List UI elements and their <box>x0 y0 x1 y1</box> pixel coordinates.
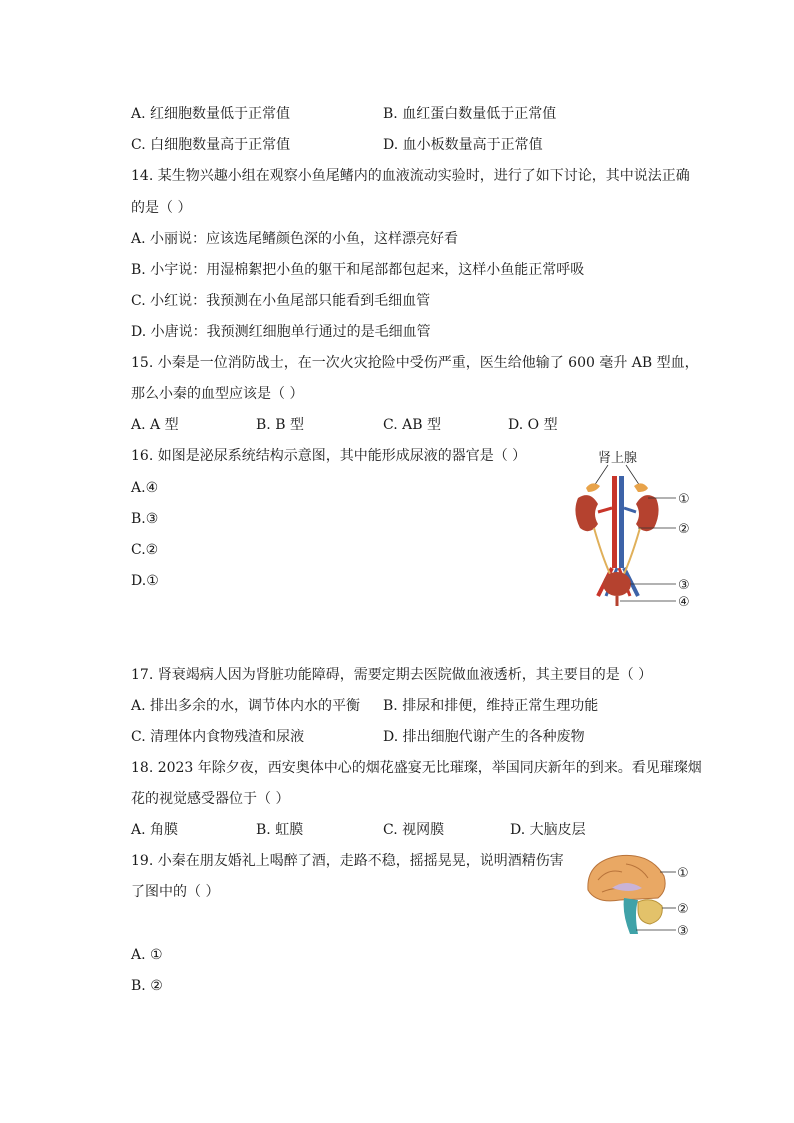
q13-option-a: A. 红细胞数量低于正常值 <box>131 106 291 122</box>
right-kidney <box>636 495 659 531</box>
q15-option-d: D. O 型 <box>508 417 558 433</box>
q15-option-a: A. A 型 <box>131 417 179 433</box>
label-4: ④ <box>678 595 690 610</box>
urinary-system-figure <box>568 446 698 612</box>
q19-stem-line1: 19. 小秦在朋友婚礼上喝醉了酒，走路不稳，摇摇晃晃，说明酒精伤害 <box>131 853 564 869</box>
q15-stem-line1: 15. 小秦是一位消防战士，在一次火灾抢险中受伤严重，医生给他输了 600 毫升 AB 型血， <box>131 355 699 371</box>
q16-option-c: C.② <box>131 542 159 558</box>
brain-figure <box>582 850 694 942</box>
q18-option-b: B. 虹膜 <box>256 822 304 838</box>
q18-stem-line1: 18. 2023 年除夕夜，西安奥体中心的烟花盛宴无比璀璨，举国同庆新年的到来。看见璀璨烟 <box>131 760 702 776</box>
q13-option-d: D. 血小板数量高于正常值 <box>383 137 543 153</box>
q16-option-a: A.④ <box>131 480 159 496</box>
q16-option-b: B.③ <box>131 511 159 527</box>
q14-option-b: B. 小宇说：用湿棉絮把小鱼的躯干和尾部都包起来，这样小鱼能正常呼吸 <box>131 262 585 278</box>
q16-option-d: D.① <box>131 573 159 589</box>
vena-cava <box>619 476 624 568</box>
label-1: ① <box>678 492 690 507</box>
q14-stem-line1: 14. 某生物兴趣小组在观察小鱼尾鳍内的血液流动实验时，进行了如下讨论，其中说法正确 <box>131 168 690 184</box>
brain-label-1: ① <box>677 866 689 881</box>
adrenal-gland-label: 肾上腺 <box>598 451 638 466</box>
brainstem <box>624 898 638 934</box>
right-ureter <box>624 528 640 574</box>
q18-stem-line2: 花的视觉感受器位于（ ） <box>131 791 290 807</box>
left-ureter <box>594 528 610 574</box>
q14-option-a: A. 小丽说：应该选尾鳍颜色深的小鱼，这样漂亮好看 <box>131 231 459 247</box>
aorta <box>612 476 617 568</box>
q17-option-d: D. 排出细胞代谢产生的各种废物 <box>383 729 585 745</box>
q18-option-d: D. 大脑皮层 <box>510 822 586 838</box>
q15-option-c: C. AB 型 <box>383 417 441 433</box>
q13-option-b: B. 血红蛋白数量低于正常值 <box>383 106 557 122</box>
cerebellum <box>638 900 662 924</box>
urinary-system-diagram <box>568 446 698 612</box>
q13-option-c: C. 白细胞数量高于正常值 <box>131 137 291 153</box>
bladder <box>603 572 631 596</box>
q17-option-c: C. 清理体内食物残渣和尿液 <box>131 729 305 745</box>
brain-label-3: ③ <box>677 924 689 939</box>
q18-option-a: A. 角膜 <box>131 822 179 838</box>
right-adrenal-gland <box>634 483 648 492</box>
q15-option-b: B. B 型 <box>256 417 304 433</box>
q16-stem: 16. 如图是泌尿系统结构示意图，其中能形成尿液的器官是（ ） <box>131 448 527 464</box>
q14-option-c: C. 小红说：我预测在小鱼尾部只能看到毛细血管 <box>131 293 431 309</box>
q14-option-d: D. 小唐说：我预测红细胞单行通过的是毛细血管 <box>131 324 431 340</box>
q17-stem: 17. 肾衰竭病人因为肾脏功能障碍，需要定期去医院做血液透析，其主要目的是（ ） <box>131 667 653 683</box>
left-adrenal-gland <box>586 483 600 492</box>
q18-option-c: C. 视网膜 <box>383 822 445 838</box>
brain-diagram <box>582 850 694 942</box>
q19-option-a: A. ① <box>131 947 163 963</box>
label-3: ③ <box>678 578 690 593</box>
q19-option-b: B. ② <box>131 978 163 994</box>
brain-label-2: ② <box>677 902 689 917</box>
q17-option-b: B. 排尿和排便，维持正常生理功能 <box>383 698 599 714</box>
q14-stem-line2: 的是（ ） <box>131 200 192 216</box>
q15-stem-line2: 那么小秦的血型应该是（ ） <box>131 386 304 402</box>
left-kidney <box>575 495 598 531</box>
q19-stem-line2: 了图中的（ ） <box>131 884 220 900</box>
q17-option-a: A. 排出多余的水，调节体内水的平衡 <box>131 698 361 714</box>
label-2: ② <box>678 522 690 537</box>
